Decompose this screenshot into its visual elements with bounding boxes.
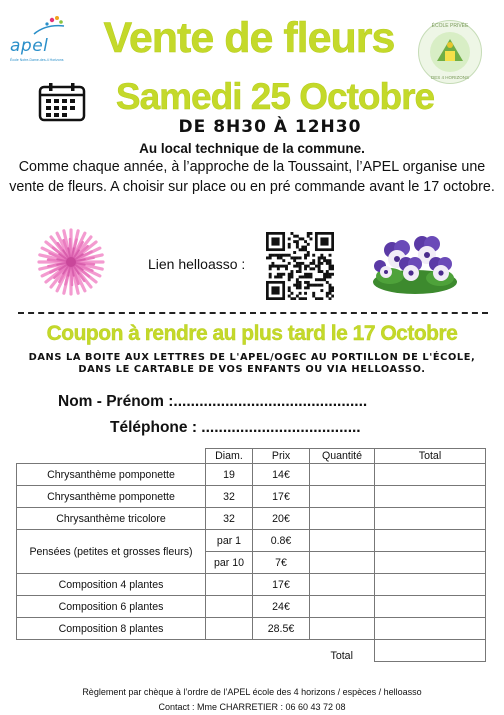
column-header-diam: Diam. — [206, 449, 253, 464]
table-header-row — [17, 449, 486, 464]
event-date: Samedi 25 Octobre — [115, 76, 435, 117]
total-cell[interactable] — [375, 596, 486, 618]
qr-code-icon[interactable] — [266, 232, 334, 300]
event-hours: DE 8H30 À 12H30 — [178, 117, 362, 137]
cut-line-divider — [18, 312, 488, 314]
diam-cell — [206, 596, 253, 618]
quantity-cell[interactable] — [310, 530, 375, 552]
apel-wordmark: apel — [10, 36, 49, 56]
diam-cell: 19 — [206, 464, 253, 486]
coupon-instructions: DANS LA BOITE AUX LETTRES DE L'APEL/OGEC AU PORTILLON DE L'ÉCOLE, DANS LE CARTABLE DE VOS ENFANTS OU VIA HELLOASSO. — [28, 352, 476, 375]
total-cell[interactable] — [375, 552, 486, 574]
coupon-title: Coupon à rendre au plus tard le 17 Octobre — [46, 322, 458, 345]
table-row — [17, 596, 486, 618]
apel-logo-icon — [8, 14, 88, 64]
table-row — [17, 574, 486, 596]
school-logo-top-text: ÉCOLE PRIVÉE — [431, 23, 469, 29]
diam-cell — [206, 618, 253, 640]
diam-cell: par 10 — [206, 552, 253, 574]
product-cell: Chrysanthème pomponette — [17, 486, 206, 508]
total-cell[interactable] — [375, 574, 486, 596]
price-cell: 17€ — [253, 574, 310, 596]
table-row — [17, 618, 486, 640]
total-row — [17, 640, 486, 662]
price-cell: 24€ — [253, 596, 310, 618]
price-cell: 20€ — [253, 508, 310, 530]
intro-text: Comme chaque année, à l’approche de la Toussaint, l’APEL organise une vente de fleurs. A choisir sur place ou en pré commande avant le 17 octobre. — [9, 159, 495, 195]
table-row — [17, 486, 486, 508]
total-cell[interactable] — [375, 618, 486, 640]
calendar-icon — [38, 82, 86, 127]
total-label: Total — [330, 649, 353, 662]
event-location: Au local technique de la commune. — [139, 141, 365, 156]
price-cell: 7€ — [253, 552, 310, 574]
school-logo-bottom-text: DES 4 HORIZONS — [430, 75, 469, 80]
page-title: Vente de fleurs — [103, 14, 395, 62]
quantity-cell[interactable] — [310, 508, 375, 530]
product-cell: Chrysanthème tricolore — [17, 508, 206, 530]
quantity-cell[interactable] — [310, 574, 375, 596]
grand-total-cell[interactable] — [375, 640, 486, 662]
total-cell[interactable] — [375, 486, 486, 508]
helloasso-label: Lien helloasso : — [148, 256, 246, 272]
price-cell: 28.5€ — [253, 618, 310, 640]
table-row — [17, 508, 486, 530]
column-header-prix: Prix — [253, 449, 310, 464]
diam-cell: par 1 — [206, 530, 253, 552]
price-cell: 14€ — [253, 464, 310, 486]
quantity-cell[interactable] — [310, 596, 375, 618]
price-cell: 0.8€ — [253, 530, 310, 552]
product-cell: Composition 6 plantes — [17, 596, 206, 618]
table-header-blank — [17, 449, 206, 464]
footer — [0, 685, 504, 715]
quantity-cell[interactable] — [310, 464, 375, 486]
quantity-cell[interactable] — [310, 552, 375, 574]
total-cell[interactable] — [375, 508, 486, 530]
phone-field[interactable]: Téléphone : ..................................... — [110, 419, 361, 436]
diam-cell — [206, 574, 253, 596]
product-cell: Composition 8 plantes — [17, 618, 206, 640]
quantity-cell[interactable] — [310, 486, 375, 508]
total-cell[interactable] — [375, 530, 486, 552]
table-row — [17, 530, 486, 552]
name-field[interactable]: Nom - Prénom :............................................. — [58, 393, 368, 410]
product-cell: Chrysanthème pomponette — [17, 464, 206, 486]
diam-cell: 32 — [206, 508, 253, 530]
school-logo-icon — [418, 20, 482, 84]
column-header-quantite: Quantité — [310, 449, 375, 464]
apel-subtitle: École Notre-Dame-des-4 Horizons — [10, 58, 64, 62]
order-table — [16, 448, 486, 662]
product-cell: Pensées (petites et grosses fleurs) — [17, 530, 206, 574]
contact-info: Contact : Mme CHARRETIER : 06 60 43 72 08 — [158, 702, 346, 712]
pink-flower-icon — [35, 226, 107, 303]
quantity-cell[interactable] — [310, 618, 375, 640]
diam-cell: 32 — [206, 486, 253, 508]
total-cell[interactable] — [375, 464, 486, 486]
product-cell: Composition 4 plantes — [17, 574, 206, 596]
violet-flowers-icon — [370, 232, 460, 301]
column-header-total: Total — [375, 449, 486, 464]
payment-info: Règlement par chèque à l’ordre de l’APEL école des 4 horizons / espèces / helloasso — [82, 687, 422, 697]
price-cell: 17€ — [253, 486, 310, 508]
table-row — [17, 464, 486, 486]
